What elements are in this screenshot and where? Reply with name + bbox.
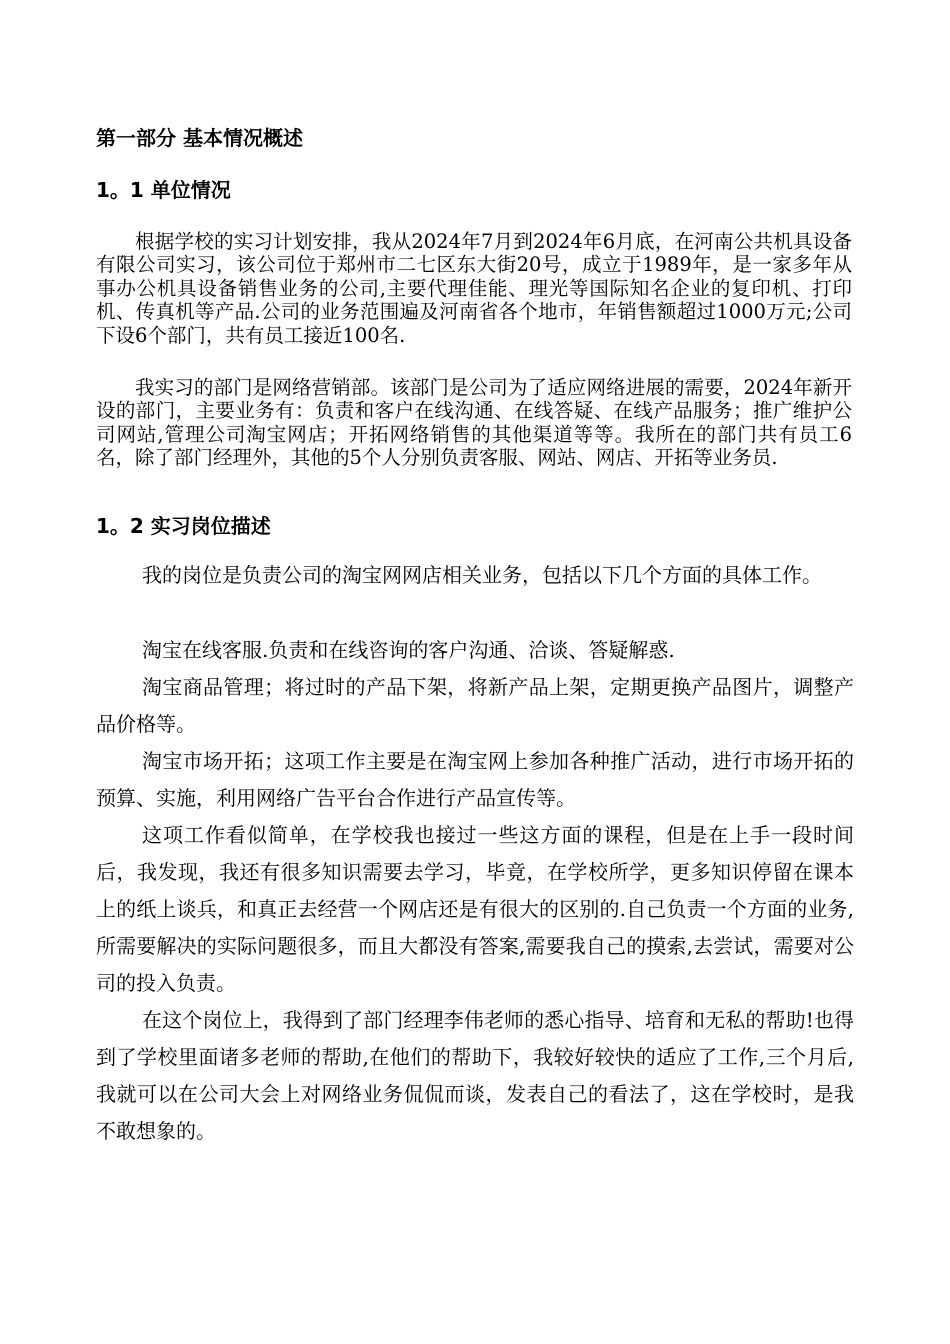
paragraph-department: 我实习的部门是网络营销部。该部门是公司为了适应网络进展的需要，2024年新开设的部门，主要业务有：负责和客户在线沟通、在线答疑、在线产品服务；推广维护公司网站,管理公司淘宝网店；开拓网络销售的其他渠道等等。我所在的部门共有员工6名，除了部门经理外，其他的5个人分别负责客服、网站、网店、开拓等业务员.	[96, 376, 852, 470]
paragraph-learning-reflection: 这项工作看似简单，在学校我也接过一些这方面的课程，但是在上手一段时间后，我发现，我还有很多知识需要去学习，毕竟，在学校所学，更多知识停留在课本上的纸上谈兵，和真正去经营一个网店还是有很大的区别的.自己负责一个方面的业务,所需要解决的实际问题很多，而且大都没有答案,需要我自己的摸索,去尝试，需要对公司的投入负责。	[96, 823, 854, 995]
section-title: 第一部分 基本情况概述	[96, 126, 303, 150]
paragraph-job-overview: 我的岗位是负责公司的淘宝网网店相关业务，包括以下几个方面的具体工作。	[142, 563, 822, 587]
paragraph-unit-info: 根据学校的实习计划安排，我从2024年7月到2024年6月底，在河南公共机具设备有限公司实习，该公司位于郑州市二七区东大街20号，成立于1989年，是一家多年从事办公机具设备销售业务的公司,主要代理佳能、理光等国际知名企业的复印机、打印机、传真机等产品.公司的业务范围遍及河南省各个地市，年销售额超过1000万元;公司下设6个部门，共有员工接近100名.	[96, 230, 852, 347]
paragraph-product-management: 淘宝商品管理；将过时的产品下架，将新产品上架，定期更换产品图片，调整产品价格等。	[96, 675, 854, 736]
paragraph-market-development: 淘宝市场开拓；这项工作主要是在淘宝网上参加各种推广活动，进行市场开拓的预算、实施，利用网络广告平台合作进行产品宣传等。	[96, 749, 854, 810]
paragraph-acknowledgement: 在这个岗位上，我得到了部门经理李伟老师的悉心指导、培育和无私的帮助!也得到了学校里面诸多老师的帮助,在他们的帮助下，我较好较快的适应了工作,三个月后,我就可以在公司大会上对网络业务侃侃而谈，发表自己的看法了，这在学校时，是我不敢想象的。	[96, 1008, 854, 1143]
heading-job-description: 1。2 实习岗位描述	[96, 514, 271, 538]
heading-unit-info: 1。1 单位情况	[96, 178, 231, 202]
paragraph-customer-service: 淘宝在线客服.负责和在线咨询的客户沟通、洽谈、答疑解惑.	[142, 638, 675, 662]
